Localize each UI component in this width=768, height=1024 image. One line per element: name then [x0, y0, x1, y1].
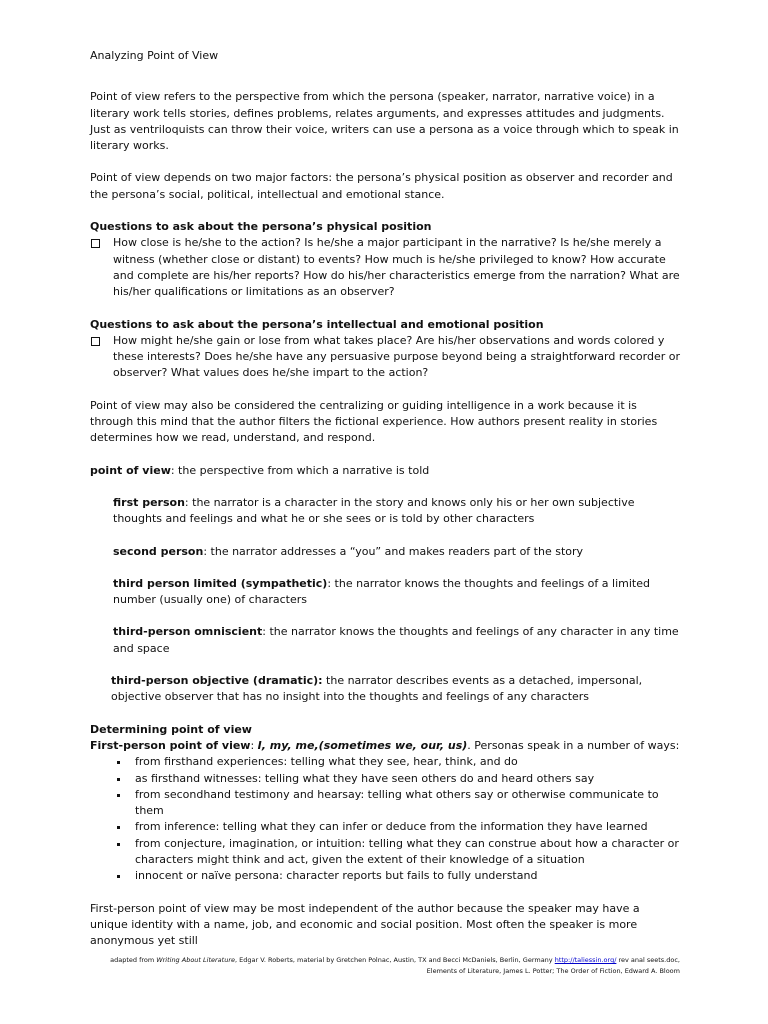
list-item-text: as firsthand witnesses: telling what they have seen others do and heard others say	[135, 771, 595, 785]
bullet-icon	[117, 761, 120, 764]
closing-paragraph: First-person point of view may be most independent of the author because the speaker may have a unique identity with a name, job, and economic and social position. Most often the speaker is more anonymous yet still	[90, 901, 640, 948]
bullet-icon	[117, 875, 120, 878]
list-item	[90, 771, 680, 787]
ways-intro-text: . Personas speak in a number of ways:	[467, 738, 680, 752]
list-item-text: innocent or naïve persona: character reports but fails to fully understand	[135, 869, 538, 883]
definition-term: point of view	[90, 463, 171, 477]
bullet-icon	[117, 778, 120, 781]
physical-question-text: How close is he/she to the action? Is he/she a major participant in the narrative? Is he/she merely a witness (whether close or distant) to events? How much is he/she privileged to know? How accurate and complete are his/her reports? How do his/her characteristics emerge from the narration? What are his/her qualifications or limitations as an observer?	[113, 236, 680, 299]
list-item	[90, 868, 680, 884]
definition-term: first person	[113, 495, 185, 509]
list-item-text: from conjecture, imagination, or intuition: telling what they can construe about how a character or characters might think and act, given the extent of their knowledge of a situation	[135, 836, 679, 866]
definition-text: : the perspective from which a narrative is told	[170, 463, 430, 477]
intro-paragraph: Point of view refers to the perspective from which the persona (speaker, narrator, narrative voice) in a literary work tells stories, defines problems, relates arguments, and expresses attitudes and judgments. Just as ventriloquists can throw their voice, writers can use a persona as a voice through which to speak in literary works.	[90, 90, 679, 153]
bullet-icon	[117, 826, 120, 829]
definition-text: : the narrator knows the thoughts and feelings of a limited number (usually one) of characters	[113, 576, 650, 607]
list-item	[90, 754, 680, 770]
third-person-objective-definition	[111, 673, 680, 706]
definition-text: : the narrator knows the thoughts and feelings of any character in any time and space	[113, 625, 679, 655]
list-item-text: from firsthand experiences: telling what they see, hear, think, and do	[135, 755, 518, 769]
physical-question-item	[90, 235, 680, 300]
definition-text: : the narrator is a character in the story and knows only his or her own subjective thoughts and feelings and what he or she sees or is told by other characters	[113, 495, 635, 526]
definition-text: : the narrator addresses a “you” and makes readers part of the story	[203, 544, 584, 558]
definition-term: second person	[113, 544, 204, 558]
bullet-icon	[117, 843, 120, 846]
intellectual-position-heading: Questions to ask about the persona’s intellectual and emotional position	[90, 317, 544, 331]
pronoun-list: I, my, me,(sometimes we, our, us)	[257, 738, 468, 752]
third-person-omniscient-definition	[113, 624, 680, 657]
footer-credits: , Edgar V. Roberts, material by Gretchen Polnac, Austin, TX and Becci McDaniels, Berlin, Germany	[235, 956, 555, 964]
footer-book-title: Writing About Literature	[156, 956, 236, 964]
definition-term: third-person objective (dramatic):	[111, 674, 323, 688]
list-item-text: from inference: telling what they can infer or deduce from the information they have learned	[135, 820, 648, 834]
second-person-definition	[113, 544, 680, 560]
third-person-limited-definition	[113, 576, 680, 609]
list-item	[90, 836, 680, 869]
checkbox-icon	[91, 239, 100, 248]
footer-link[interactable]: http://taliessin.org/	[554, 956, 617, 964]
page-footer	[90, 955, 680, 977]
intellectual-question-text: How might he/she gain or lose from what takes place? Are his/her observations and words colored y these interests? Does he/she have any persuasive purpose beyond being a straightforward recorder or observer? What values does he/she impart to the action?	[113, 333, 680, 380]
physical-position-heading: Questions to ask about the persona’s physical position	[90, 220, 432, 234]
determining-heading: Determining point of view	[90, 722, 252, 736]
definition-term: third-person omniscient	[113, 625, 263, 639]
factors-paragraph: Point of view depends on two major factors: the persona’s physical position as observer and recorder and the persona’s social, political, intellectual and emotional stance.	[90, 171, 673, 201]
document-page	[90, 48, 680, 965]
footer-sources: rev anal seets.doc, Elements of Literature, James L. Potter; The Order of Fiction, Edward A. Bloom	[426, 956, 680, 975]
definition-text: the narrator describes events as a detached, impersonal, objective observer that has no insight into the thoughts and feelings of any characters	[111, 674, 643, 704]
first-person-label: First-person point of view	[90, 738, 251, 752]
checkbox-icon	[91, 337, 100, 346]
centralizing-paragraph: Point of view may also be considered the centralizing or guiding intelligence in a work because it is through this mind that the author filters the fictional experience. How authors present reality in stories determines how we read, understand, and respond.	[90, 398, 658, 445]
bullet-icon	[117, 794, 120, 797]
list-item-text: from secondhand testimony and hearsay: telling what others say or otherwise communicate to them	[135, 787, 659, 818]
list-item	[90, 787, 680, 820]
page-title: Analyzing Point of View	[90, 49, 219, 62]
first-person-definition	[113, 495, 680, 528]
definition-term: third person limited (sympathetic)	[113, 576, 328, 590]
intellectual-question-item	[90, 333, 680, 382]
colon-text: :	[250, 738, 258, 752]
first-person-line	[90, 738, 680, 754]
footer-prefix: adapted from	[110, 956, 157, 964]
list-item	[90, 819, 680, 835]
pov-definition	[90, 463, 680, 479]
persona-ways-list	[90, 754, 680, 884]
